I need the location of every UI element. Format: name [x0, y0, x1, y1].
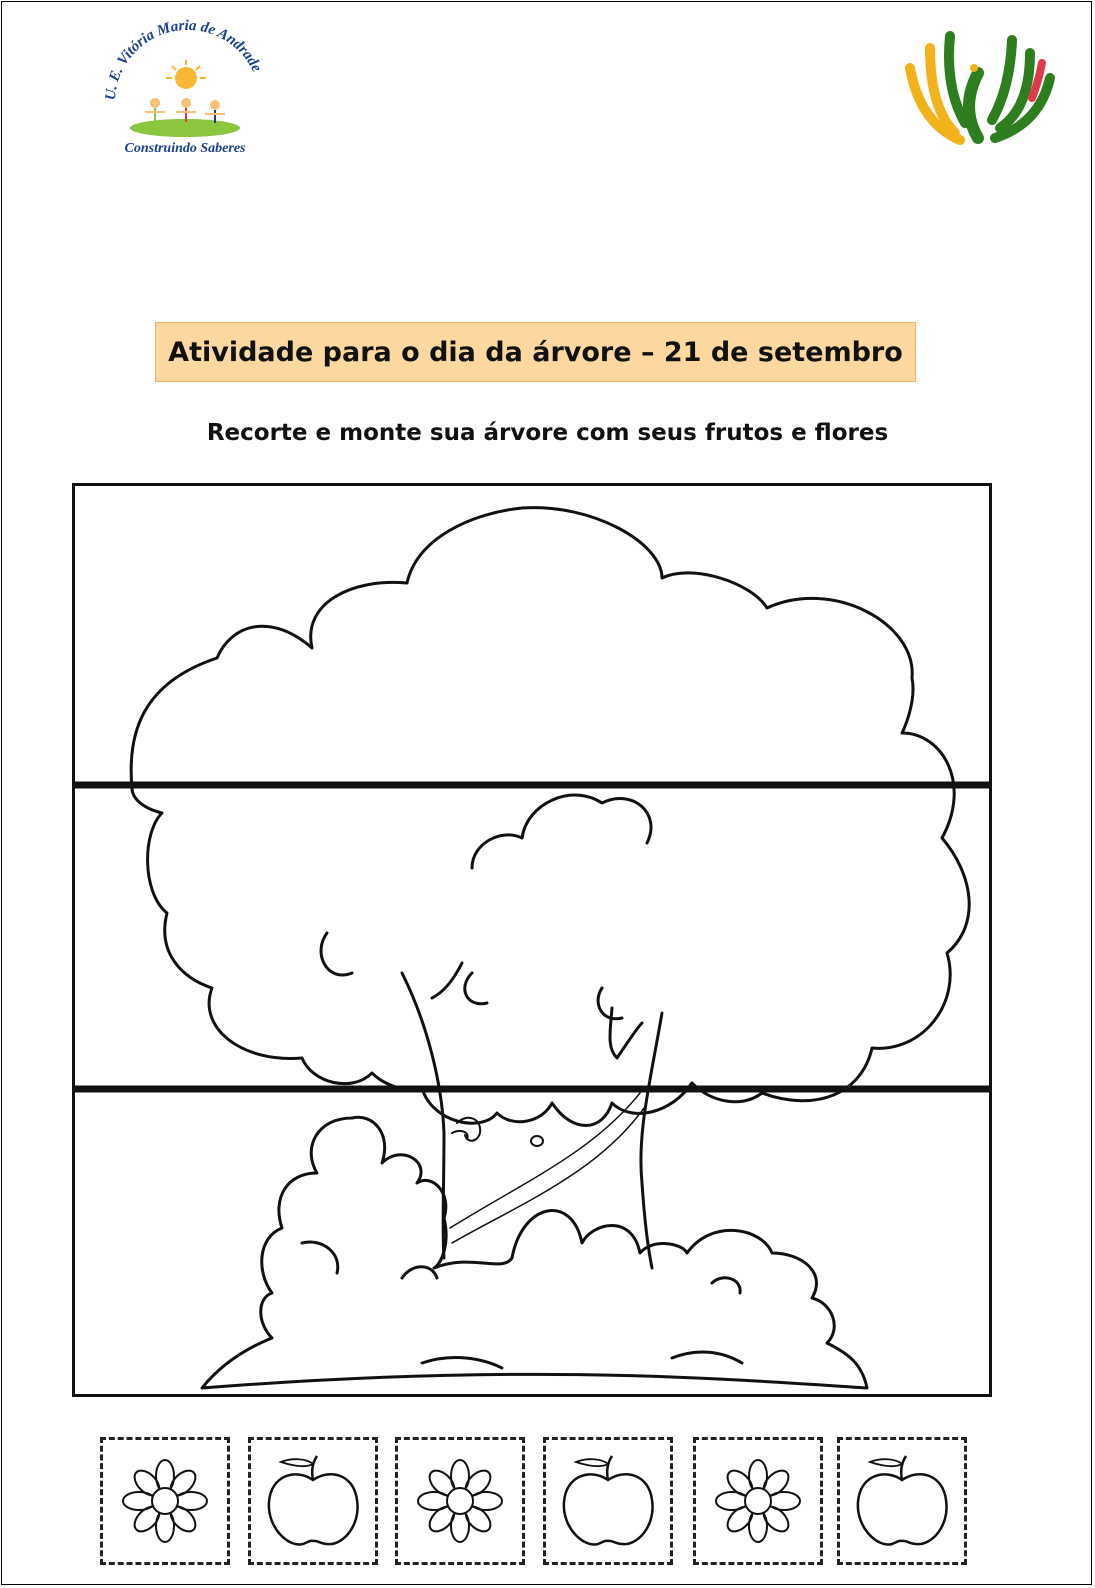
hands-logo — [900, 28, 1060, 156]
apple-icon — [546, 1440, 670, 1562]
svg-text:U. E. Vitória Maria de Andrade: U. E. Vitória Maria de Andrade — [102, 17, 265, 101]
sun-icon — [166, 60, 206, 89]
apple-icon — [251, 1440, 375, 1562]
apple-card — [837, 1437, 967, 1565]
tree-puzzle — [72, 483, 1002, 1415]
instruction-text: Recorte e monte sua árvore com seus frutos e flores — [206, 420, 889, 446]
school-motto: Construindo Saberes — [124, 141, 246, 156]
cut-out-cards — [100, 1437, 980, 1569]
bush — [202, 1117, 867, 1388]
apple-card — [248, 1437, 378, 1565]
tree-canopy — [131, 508, 969, 1126]
apple-icon — [840, 1440, 964, 1562]
page-title: Atividade para o dia da árvore – 21 de setembro — [155, 322, 916, 382]
flower-card — [693, 1437, 823, 1565]
flower-icon — [103, 1440, 227, 1562]
flower-icon — [398, 1440, 522, 1562]
children-icon — [145, 98, 225, 123]
flower-icon — [696, 1440, 820, 1562]
tree-trunk — [402, 973, 444, 1258]
flower-card — [100, 1437, 230, 1565]
school-logo — [100, 10, 270, 160]
apple-card — [543, 1437, 673, 1565]
flower-card — [395, 1437, 525, 1565]
